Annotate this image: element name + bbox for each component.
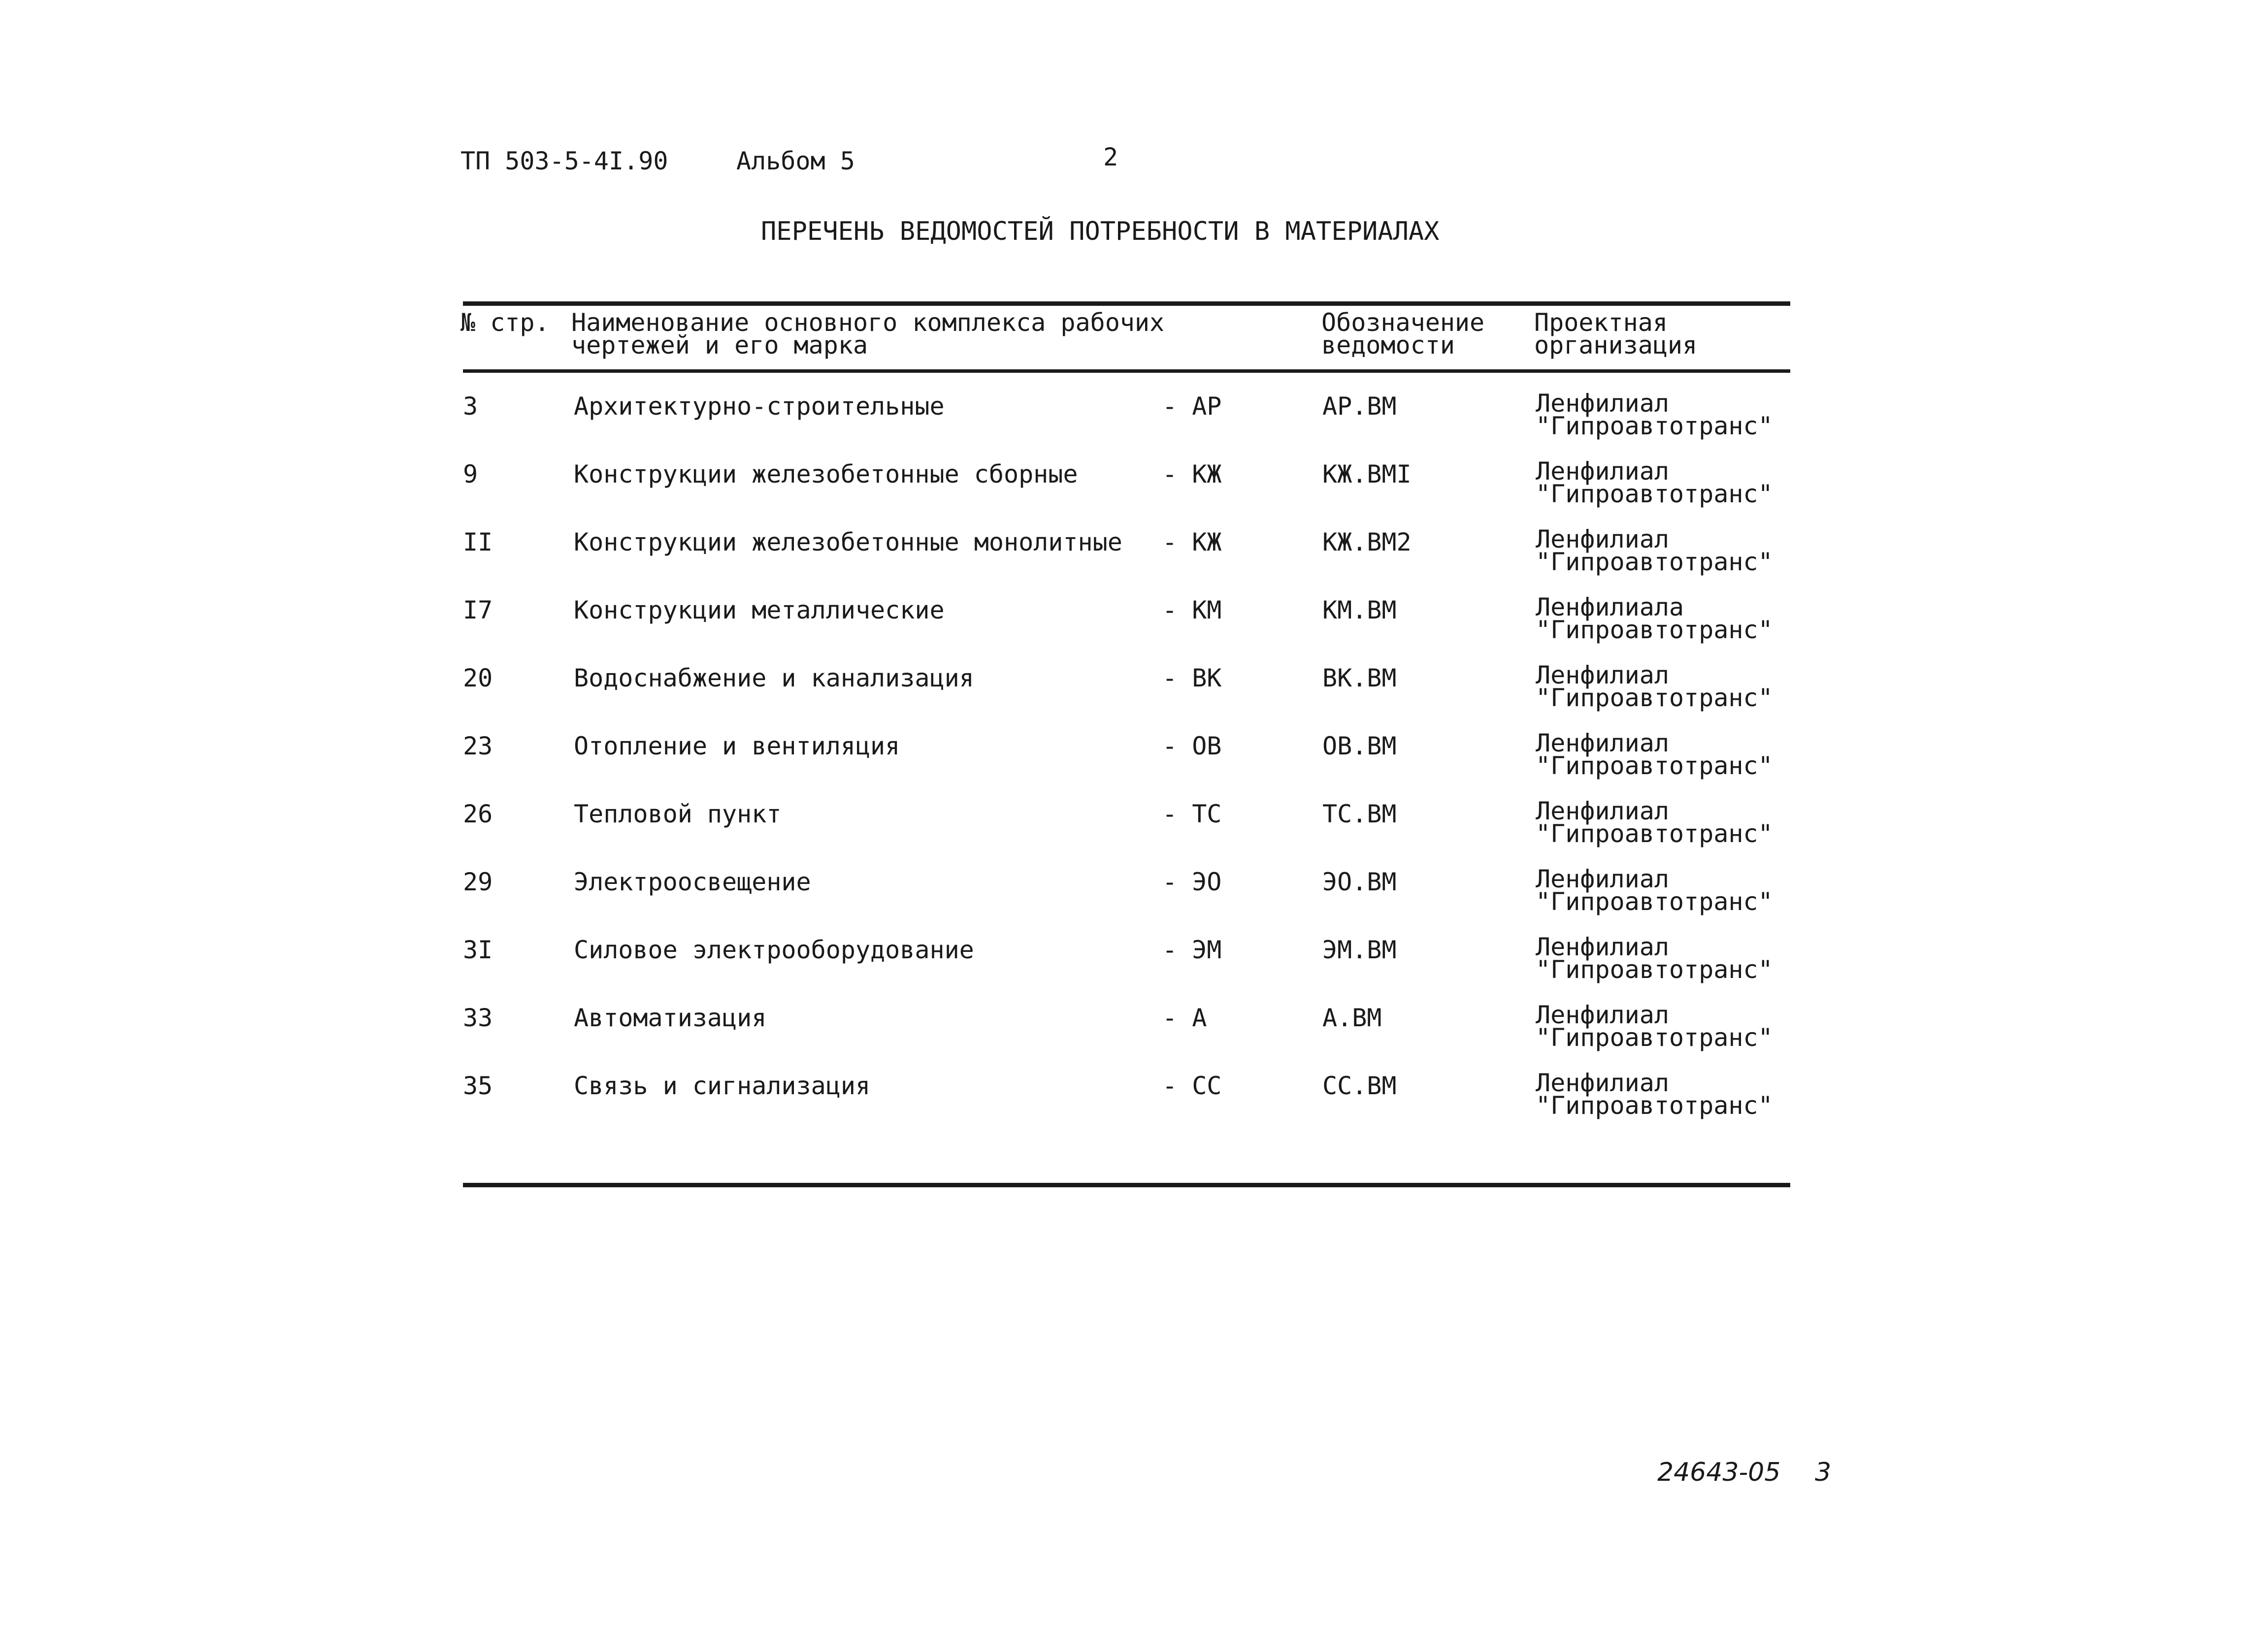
- row-mark: - КМ: [1162, 596, 1222, 624]
- page-number: 2: [1103, 143, 1118, 171]
- row-org: [1536, 729, 1773, 780]
- col-header-name-line2: чертежей и его марка: [571, 331, 868, 359]
- row-mark: - ОВ: [1162, 732, 1222, 760]
- album-label: Альбом 5: [736, 147, 855, 175]
- row-org-line1: Ленфилиал: [1536, 389, 1669, 418]
- row-org-line2: "Гипроавтотранс": [1536, 955, 1773, 984]
- row-page: 20: [463, 664, 493, 692]
- row-designation: АР.ВМ: [1322, 392, 1397, 421]
- row-org-line1: Ленфилиал: [1536, 797, 1669, 825]
- row-org-line1: Ленфилиал: [1536, 525, 1669, 554]
- col-header-org-line2: организация: [1534, 331, 1698, 359]
- row-org-line2: "Гипроавтотранс": [1536, 684, 1773, 712]
- row-designation: КЖ.ВМ2: [1322, 528, 1412, 556]
- row-org-line2: "Гипроавтотранс": [1536, 751, 1773, 780]
- col-header-designation: [1321, 308, 1485, 359]
- row-page: II: [463, 528, 493, 556]
- row-page: 23: [463, 732, 493, 760]
- row-mark: - ВК: [1162, 664, 1222, 692]
- row-page: 35: [463, 1072, 493, 1100]
- row-org-line2: "Гипроавтотранс": [1536, 616, 1773, 644]
- row-name: Конструкции железобетонные монолитные: [574, 528, 1122, 556]
- row-mark: - ЭО: [1162, 868, 1222, 896]
- row-page: 9: [463, 460, 478, 489]
- row-mark: - ТС: [1162, 800, 1222, 828]
- row-org-line1: Ленфилиал: [1536, 1069, 1669, 1097]
- row-designation: ЭО.ВМ: [1322, 868, 1397, 896]
- page-title: ПЕРЕЧЕНЬ ВЕДОМОСТЕЙ ПОТРЕБНОСТИ В МАТЕРИАЛАХ: [761, 217, 1440, 246]
- row-page: 26: [463, 800, 493, 828]
- row-org: [1536, 1001, 1773, 1052]
- row-org-line2: "Гипроавтотранс": [1536, 548, 1773, 576]
- row-name: Конструкции железобетонные сборные: [574, 460, 1078, 489]
- table-top-rule: [463, 301, 1790, 306]
- row-designation: ТС.ВМ: [1322, 800, 1397, 828]
- row-org-line1: Ленфилиал: [1536, 457, 1669, 486]
- row-org-line2: "Гипроавтотранс": [1536, 887, 1773, 916]
- row-org: [1536, 797, 1773, 848]
- row-org-line2: "Гипроавтотранс": [1536, 1023, 1773, 1052]
- row-org-line1: Ленфилиал: [1536, 661, 1669, 689]
- row-mark: - А: [1162, 1004, 1207, 1032]
- col-header-designation-line1: Обозначение: [1321, 308, 1485, 337]
- stamp-number: 24643-05: [1657, 1458, 1781, 1487]
- row-org-line1: Ленфилиал: [1536, 729, 1669, 757]
- doc-code: ТП 503-5-4I.90: [460, 147, 668, 175]
- row-mark: - АР: [1162, 392, 1222, 421]
- row-page: 3I: [463, 936, 493, 964]
- row-designation: КМ.ВМ: [1322, 596, 1397, 624]
- row-mark: - СС: [1162, 1072, 1222, 1100]
- row-name: Тепловой пункт: [574, 800, 782, 828]
- col-header-page: № стр.: [460, 308, 550, 337]
- row-designation: А.ВМ: [1322, 1004, 1382, 1032]
- row-page: I7: [463, 596, 493, 624]
- row-org: [1536, 661, 1773, 712]
- row-designation: ВК.ВМ: [1322, 664, 1397, 692]
- row-org-line1: Ленфилиал: [1536, 1001, 1669, 1029]
- row-designation: ОВ.ВМ: [1322, 732, 1397, 760]
- table-bottom-rule: [463, 1183, 1790, 1187]
- sheet-number: 3: [1815, 1458, 1832, 1487]
- row-mark: - ЭМ: [1162, 936, 1222, 964]
- row-name: Конструкции металлические: [574, 596, 945, 624]
- col-header-name: [571, 308, 1165, 359]
- row-mark: - КЖ: [1162, 528, 1222, 556]
- row-org: [1536, 525, 1773, 576]
- row-org: [1536, 1069, 1773, 1120]
- row-name: Отопление и вентиляция: [574, 732, 900, 760]
- row-org: [1536, 457, 1773, 508]
- row-org: [1536, 389, 1773, 440]
- col-header-name-line1: Наименование основного комплекса рабочих: [571, 308, 1165, 337]
- row-designation: СС.ВМ: [1322, 1072, 1397, 1100]
- col-header-designation-line2: ведомости: [1321, 331, 1455, 359]
- row-org: [1536, 593, 1773, 644]
- row-designation: ЭМ.ВМ: [1322, 936, 1397, 964]
- row-designation: КЖ.ВМI: [1322, 460, 1412, 489]
- row-page: 33: [463, 1004, 493, 1032]
- col-header-org-line1: Проектная: [1534, 308, 1668, 337]
- row-org-line2: "Гипроавтотранс": [1536, 1091, 1773, 1120]
- row-org: [1536, 865, 1773, 916]
- row-page: 29: [463, 868, 493, 896]
- row-name: Водоснабжение и канализация: [574, 664, 974, 692]
- row-org-line2: "Гипроавтотранс": [1536, 412, 1773, 440]
- row-page: 3: [463, 392, 478, 421]
- table-header-rule: [463, 369, 1790, 373]
- row-name: Силовое электрооборудование: [574, 936, 974, 964]
- row-org-line1: Ленфилиал: [1536, 933, 1669, 961]
- row-name: Электроосвещение: [574, 868, 811, 896]
- row-org-line1: Ленфилиала: [1536, 593, 1684, 621]
- row-org-line2: "Гипроавтотранс": [1536, 480, 1773, 508]
- row-name: Автоматизация: [574, 1004, 767, 1032]
- row-org: [1536, 933, 1773, 984]
- row-name: Связь и сигнализация: [574, 1072, 871, 1100]
- row-org-line2: "Гипроавтотранс": [1536, 819, 1773, 848]
- col-header-org: [1534, 308, 1698, 359]
- row-mark: - КЖ: [1162, 460, 1222, 489]
- row-name: Архитектурно-строительные: [574, 392, 945, 421]
- row-org-line1: Ленфилиал: [1536, 865, 1669, 893]
